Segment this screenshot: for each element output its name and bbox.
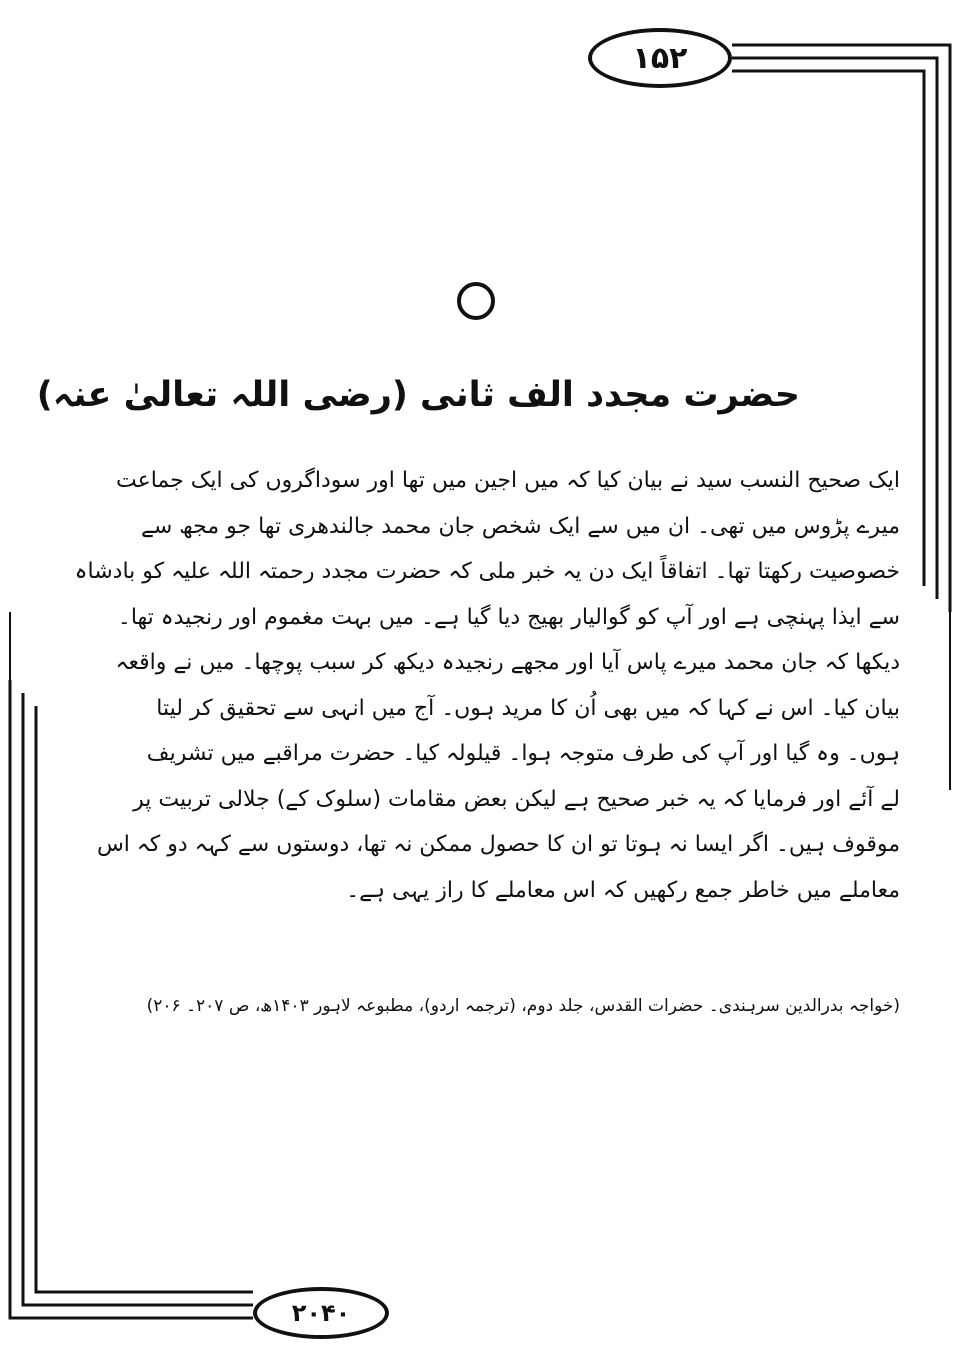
body-line: ہوں۔ وہ گیا اور آپ کی طرف متوجہ ہوا۔ قیلولہ کیا۔ حضرت مراقبے میں تشریف <box>146 741 900 766</box>
footer-number-text: ۲۰۴۰ <box>291 1299 351 1327</box>
body-line: خصوصیت رکھتا تھا۔ اتفاقاً ایک دن یہ خبر ملی کہ حضرت مجدد رحمتہ اللہ علیہ کو بادشاہ <box>74 559 900 584</box>
body-line: موقوف ہیں۔ اگر ایسا نہ ہوتا تو ان کا حصول ممکن نہ تھا، دوستوں سے کہہ دو کہ اس <box>96 832 900 857</box>
article-title: حضرت مجدد الف ثانی (رضی اللہ تعالیٰ عنہ) <box>36 375 800 415</box>
footer-page-number <box>253 1287 389 1339</box>
body-line: معاملے میں خاطر جمع رکھیں کہ اس معاملے کا راز یہی ہے۔ <box>346 877 900 903</box>
article-body <box>74 458 900 913</box>
source-citation: (خواجہ بدرالدین سرہندی۔ حضرات القدس، جلد دوم، (ترجمہ اردو)، مطبوعہ لاہور ۱۴۰۳ھ، ص ۲۰۷۔ ۲۰۶) <box>146 996 900 1016</box>
body-line: ایک صحیح النسب سید نے بیان کیا کہ میں اجین میں تھا اور سوداگروں کی ایک جماعت <box>115 468 900 493</box>
page-number <box>588 28 732 88</box>
ornament-circle <box>457 282 495 320</box>
page-number-text: ۱۵۲ <box>632 40 688 76</box>
body-line: دیکھا کہ جان محمد میرے پاس آیا اور مجھے رنجیدہ دیکھ کر سبب پوچھا۔ میں نے واقعہ <box>115 650 900 675</box>
body-line: لے آئے اور فرمایا کہ یہ خبر صحیح ہے لیکن بعض مقامات (سلوک کے) جلالی تربیت پر <box>133 786 900 812</box>
body-line: بیان کیا۔ اس نے کہا کہ میں بھی اُن کا مرید ہوں۔ آج میں انہی سے تحقیق کر لیتا <box>156 695 900 721</box>
body-line: میرے پڑوس میں تھی۔ ان میں سے ایک شخص جان محمد جالندھری تھا جو مجھ سے <box>140 513 900 539</box>
body-line: سے ایذا پہنچی ہے اور آپ کو گوالیار بھیج دیا گیا ہے۔ میں بہت مغموم اور رنجیدہ تھا۔ <box>117 604 900 630</box>
